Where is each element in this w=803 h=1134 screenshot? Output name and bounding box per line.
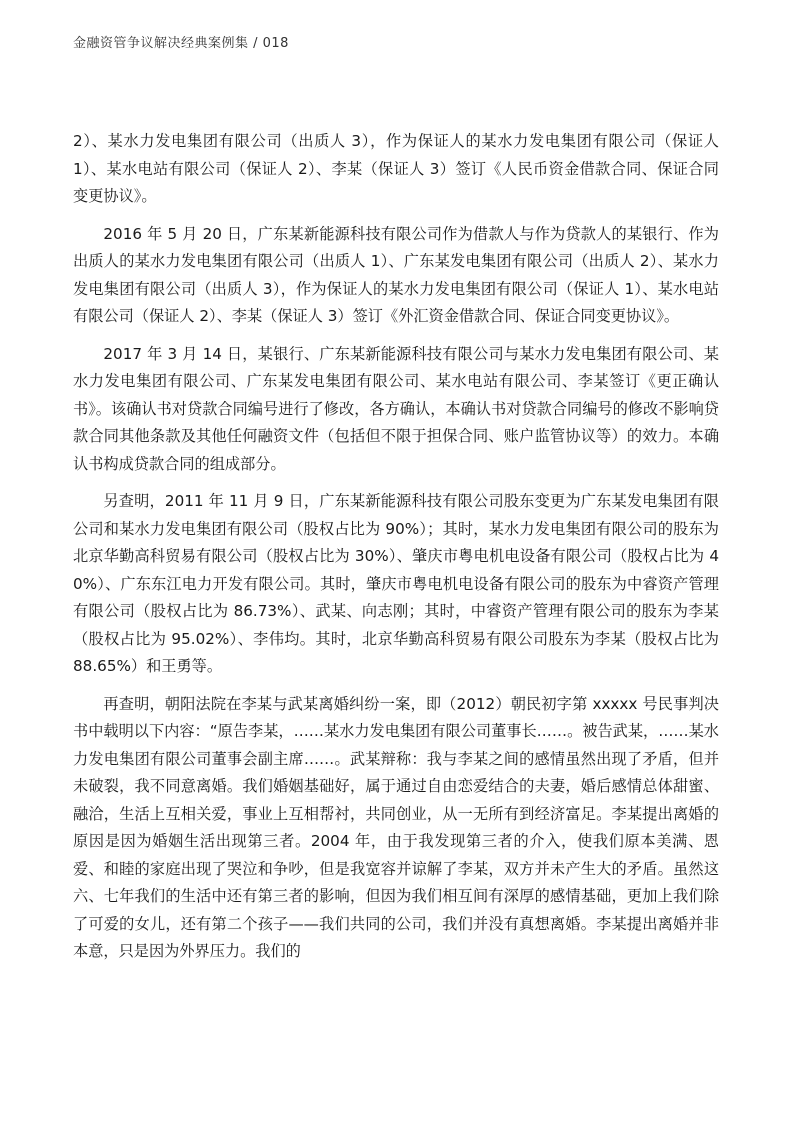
paragraph-2: 2016 年 5 月 20 日，广东某新能源科技有限公司作为借款人与作为贷款人的某银行、作为出质人的某水力发电集团有限公司（出质人 1）、广东某发电集团有限公司（出质人 2）、某水力发电集团有限公司（出质人 3），作为保证人的某水力发电集团有限公司（保证人 1）、某水电站有限公司（保证人 2）、李某（保证人 3）签订《外汇资金借款合同、保证合同变更协议》。 [73,224,719,325]
paragraph-5: 再查明，朝阳法院在李某与武某离婚纠纷一案，即（2012）朝民初字第 xxxxx 号民事判决书中载明以下内容：“原告李某，……某水力发电集团有限公司董事长……。被告武某，……某水力发电集团有限公司董事会副主席……。武某辩称：我与李某之间的感情虽然出现了矛盾，但并未破裂，我不同意离婚。我们婚姻基础好，属于通过自由恋爱结合的夫妻，婚后感情总体甜蜜、融洽，生活上互相关爱，事业上互相帮衬，共同创业，从一无所有到经济富足。李某提出离婚的原因是因为婚姻生活出现第三者。2004 年，由于我发现第三者的介入，使我们原本美满、恩爱、和睦的家庭出现了哭泣和争吵，但是我宽容并谅解了李某，双方并未产生大的矛盾。虽然这六、七年我们的生活中还有第三者的影响，但因为我们相互间有深厚的感情基础，更加上我们除了可爱的女儿，还有第二个孩子——我们共同的公司，我们并没有真想离婚。李某提出离婚并非本意，只是因为外界压力。我们的 [73,694,719,960]
paragraph-1: 2）、某水力发电集团有限公司（出质人 3），作为保证人的某水力发电集团有限公司（保证人 1）、某水电站有限公司（保证人 2）、李某（保证人 3）签订《人民币资金借款合同、保证合同变更协议》。 [73,132,719,205]
running-header: 金融资管争议解决经典案例集 / 018 [73,36,289,51]
document-body [73,128,719,976]
paragraph-3: 2017 年 3 月 14 日，某银行、广东某新能源科技有限公司与某水力发电集团有限公司、某水力发电集团有限公司、广东某发电集团有限公司、某水电站有限公司、李某签订《更正确认书》。该确认书对贷款合同编号进行了修改，各方确认，本确认书对贷款合同编号的修改不影响贷款合同其他条款及其他任何融资文件（包括但不限于担保合同、账户监管协议等）的效力。本确认书构成贷款合同的组成部分。 [73,344,719,473]
paragraph-4: 另查明，2011 年 11 月 9 日，广东某新能源科技有限公司股东变更为广东某发电集团有限公司和某水力发电集团有限公司（股权占比为 90%）；其时，某水力发电集团有限公司的股东为北京华勤高科贸易有限公司（股权占比为 30%）、肇庆市粤电机电设备有限公司（股权占比为 40%）、广东东江电力开发有限公司。其时，肇庆市粤电机电设备有限公司的股东为中睿资产管理有限公司（股权占比为 86.73%）、武某、向志刚；其时，中睿资产管理有限公司的股东为李某（股权占比为 95.02%）、李伟均。其时，北京华勤高科贸易有限公司股东为李某（股权占比为 88.65%）和王勇等。 [73,492,719,675]
